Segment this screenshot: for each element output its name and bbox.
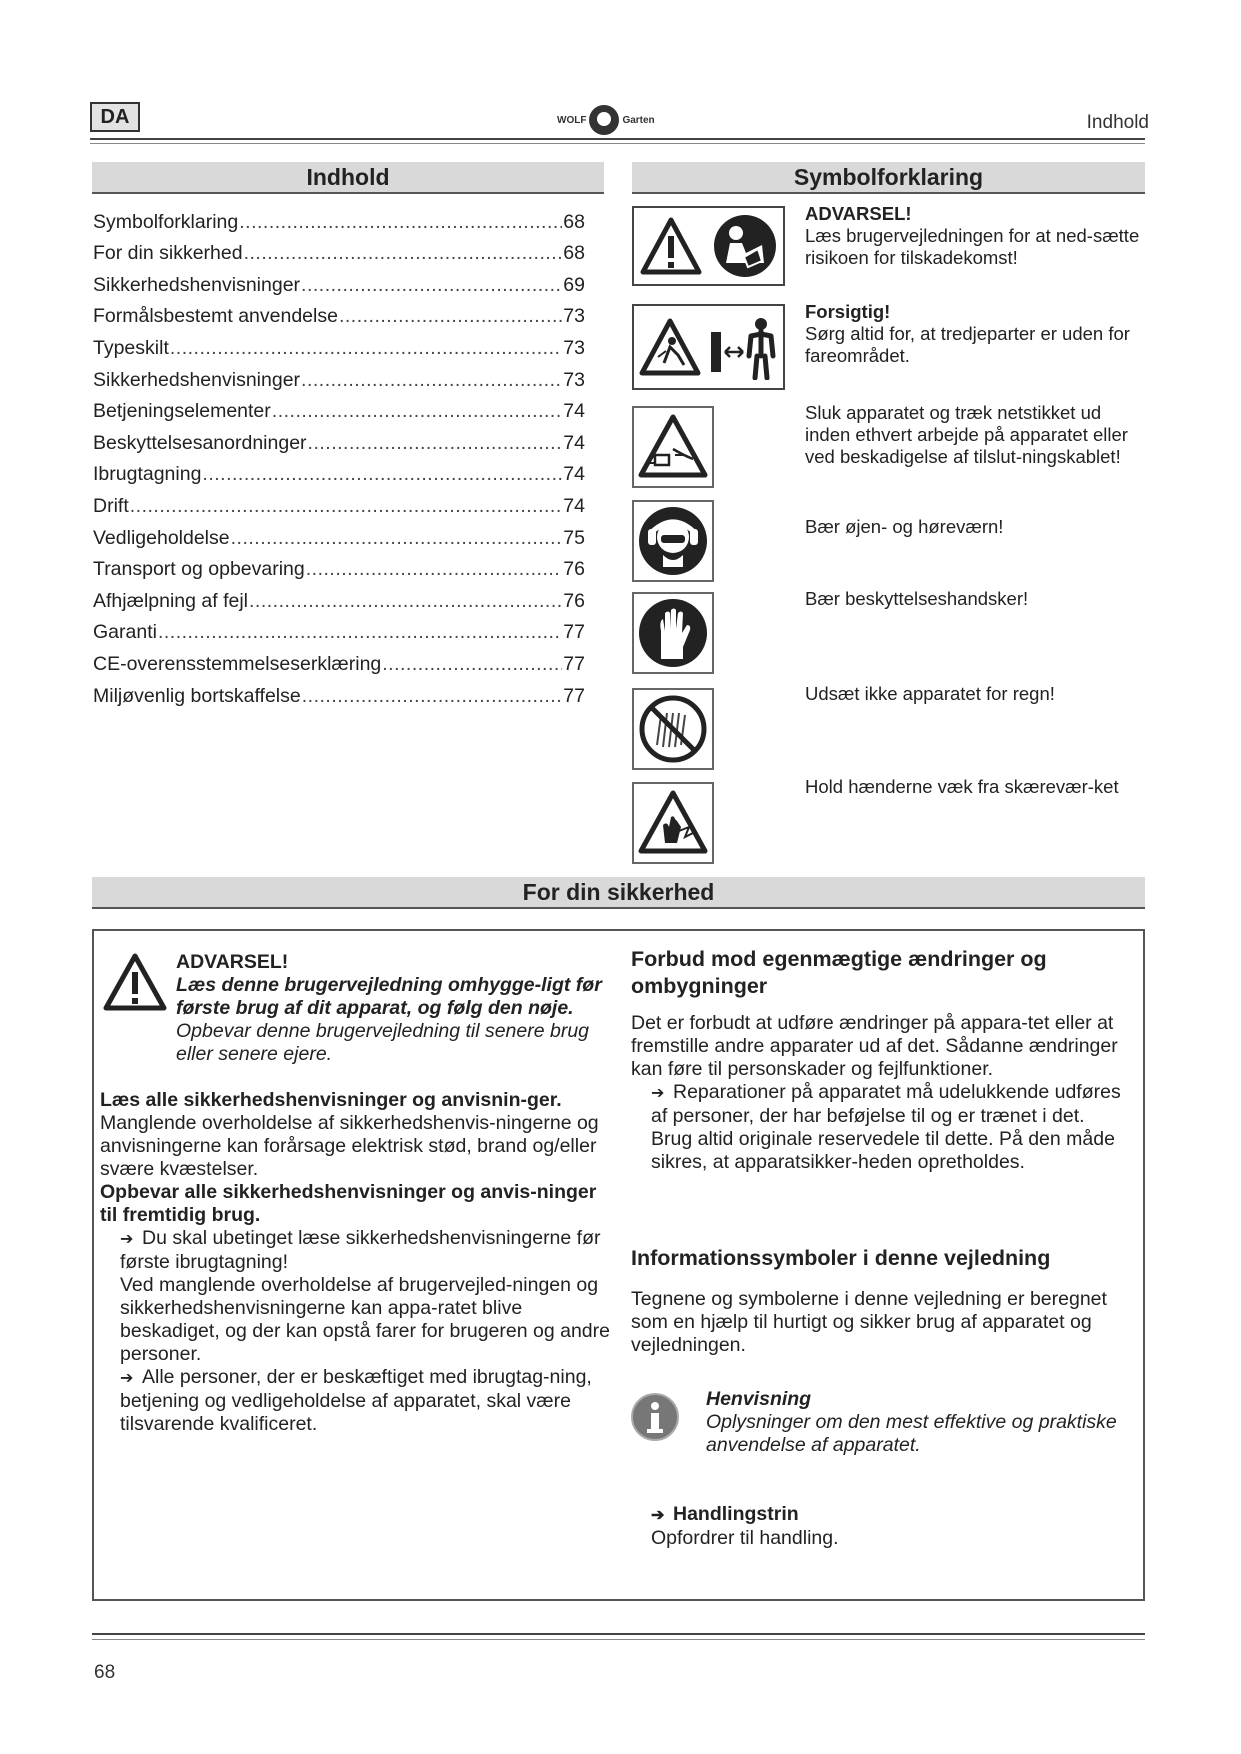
toc-entry [93,581,585,613]
keep-instructions-heading: Opbevar alle sikkerhedshenvisninger og anvis-ninger til fremtidig brug. [100,1181,597,1226]
modifications-bullet: Reparationer på apparatet må udelukkende udføres af personer, der har beføjelse til og er trænet i det. Brug altid originale reservedele til dette. På den måde sikres, at apparatsikker-heden opretholdes. [651,1081,1121,1173]
language-badge: DA [90,102,140,132]
toc-entry-page: 77 [563,684,585,707]
symbol-description: Læs brugervejledningen for at ned-sætte risikoen for tilskadekomst! [805,225,1140,268]
toc-entry-page: 68 [563,210,585,233]
toc-entry-title: CE-overensstemmelseserklæring [93,652,382,675]
toc-leader-dots [306,558,563,581]
toc-entry-title: Beskyttelsesanordninger [93,431,307,454]
toc-entry [93,265,585,297]
symbol-gloves [632,592,714,674]
toc-entry-title: For din sikkerhed [93,242,243,265]
toc-leader-dots [239,211,562,234]
arrow-icon: ➔ [651,1085,665,1102]
symbol-text-1 [805,203,1145,269]
toc-leader-dots [301,369,562,392]
toc-entry-page: 75 [563,526,585,549]
symbol-text-3 [805,402,1145,468]
toc-entry [93,234,585,266]
toc-entry [93,455,585,487]
logo-text-left: WOLF [557,114,587,126]
toc-entry-page: 77 [563,621,585,644]
safety-bullet-1-continuation: Ved manglende overholdelse af brugervejled-ningen og sikkerhedshenvisningerne kan appa-ratet blive beskadiget, og der kan opstå farer for brugeren og andre personer. [120,1274,610,1365]
toc-entry-title: Miljøvenlig bortskaffelse [93,684,301,707]
toc-entry-page: 73 [563,305,585,328]
toc-entry [93,392,585,424]
header-section-title: Indhold [1086,112,1149,133]
safety-instructions [100,1089,610,1436]
toc-leader-dots [244,242,563,265]
logo-emblem-icon [589,105,619,135]
toc-entry [93,486,585,518]
action-step-block [651,1503,1111,1550]
toc-entry-page: 74 [563,400,585,423]
toc-leader-dots [382,653,562,676]
step-text: Opfordrer til handling. [651,1527,839,1549]
toc-entry-page: 74 [563,494,585,517]
symbol-heading: ADVARSEL! [805,203,912,224]
toc-entry [93,676,585,708]
toc-leader-dots [158,621,562,644]
toc-heading: Indhold [92,162,604,194]
toc-entry-title: Afhjælpning af fejl [93,589,249,612]
symbol-text-6 [805,683,1145,705]
toc-entry-page: 74 [563,431,585,454]
info-icon [630,1392,680,1442]
toc-entry [93,644,585,676]
warning-heading: ADVARSEL! [176,951,289,973]
symbol-description: Bær beskyttelseshandsker! [805,588,1029,609]
symbols-heading: Symbolforklaring [632,162,1145,194]
toc-entry-page: 73 [563,336,585,359]
read-manual-icon [712,213,778,279]
toc-entry [93,550,585,582]
toc-leader-dots [170,337,562,360]
toc-entry-page: 69 [563,273,585,296]
toc-entry-page: 76 [563,589,585,612]
flying-debris-warning-icon [638,315,702,379]
modifications-text: Det er forbudt at udføre ændringer på appara-tet eller at fremstille andre apparater ud af det. Sådanne ændringer kan føre til personskader og fejlfunktioner. [631,1012,1118,1080]
toc-leader-dots [130,495,563,518]
toc-entry-title: Ibrugtagning [93,463,202,486]
toc-entry-page: 68 [563,242,585,265]
toc-entry-title: Formålsbestemt anvendelse [93,305,338,328]
toc-entry-page: 76 [563,558,585,581]
arrow-icon: ➔ [120,1370,134,1387]
toc-entry [93,202,585,234]
toc-entry-page: 77 [563,652,585,675]
info-symbols-heading: Informationssymboler i denne vejledning [631,1246,1051,1270]
toc-leader-dots [272,400,563,423]
toc-entry-title: Vedligeholdelse [93,526,230,549]
toc-entry [93,423,585,455]
arrow-icon: ➔ [651,1507,665,1524]
toc-leader-dots [339,305,562,328]
toc-entry-title: Typeskilt [93,336,169,359]
toc-entry [93,297,585,329]
symbol-text-5 [805,588,1145,610]
safety-bullet-1: Du skal ubetinget læse sikkerhedshenvisningerne før første ibrugtagning! [120,1227,601,1273]
symbol-blade-hands [632,782,714,864]
safety-section-heading: For din sikkerhed [92,877,1145,909]
toc-entry [93,518,585,550]
toc-entry-title: Symbolforklaring [93,210,239,233]
table-of-contents [93,202,585,708]
toc-entry-title: Drift [93,494,129,517]
warning-triangle-icon [639,214,703,278]
toc-entry [93,328,585,360]
toc-entry-title: Transport og opbevaring [93,558,305,581]
warning-triangle-icon [102,952,168,1012]
warning-emphasis: Læs denne brugervejledning omhygge-ligt før første brug af dit apparat, og følg den nøje. [176,974,602,1019]
header-divider [90,138,1145,144]
safety-warning-block [176,951,608,1066]
toc-entry-title: Sikkerhedshenvisninger [93,273,301,296]
modifications-section [631,946,1131,1174]
unplug-warning-icon [637,411,709,483]
logo-text-right: Garten [622,114,655,126]
toc-entry-page: 74 [563,463,585,486]
symbol-unplug [632,406,714,488]
symbol-warning-manual [632,206,785,286]
read-all-text: Manglende overholdelse af sikkerhedshenvis-ningerne og anvisningerne kan forårsage elektrisk stød, brand og/eller svære kvæstelser. [100,1112,599,1180]
step-heading: Handlingstrin [673,1503,799,1525]
warning-note: Opbevar denne brugervejledning til senere brug eller senere ejere. [176,1020,590,1065]
footer-divider [92,1633,1145,1640]
symbol-caution-bystanders [632,304,785,390]
symbol-description: Sørg altid for, at tredjeparter er uden for fareområdet. [805,323,1130,366]
symbol-no-rain [632,688,714,770]
keep-distance-icon [709,314,779,380]
note-block [706,1388,1126,1457]
symbol-description: Hold hænderne væk fra skærevær-ket [805,776,1119,797]
modifications-heading: Forbud mod egenmægtige ændringer og ombygninger [631,947,1047,998]
eye-ear-protection-icon [637,505,709,577]
note-text: Oplysninger om den mest effektive og praktiske anvendelse af apparatet. [706,1411,1117,1456]
toc-leader-dots [202,463,562,486]
symbol-text-2 [805,301,1145,367]
symbol-text-4 [805,516,1145,538]
read-all-heading: Læs alle sikkerhedshenvisninger og anvisnin-ger. [100,1089,562,1111]
hand-cutting-warning-icon [637,787,709,859]
toc-entry-title: Sikkerhedshenvisninger [93,368,301,391]
toc-leader-dots [249,590,562,613]
info-symbols-section [631,1245,1131,1357]
symbol-eye-ear-protection [632,500,714,582]
page-number: 68 [94,1662,116,1683]
toc-leader-dots [301,274,562,297]
brand-logo [557,103,655,137]
arrow-icon: ➔ [120,1231,134,1248]
toc-entry [93,613,585,645]
note-heading: Henvisning [706,1388,812,1410]
symbol-description: Udsæt ikke apparatet for regn! [805,683,1055,704]
toc-entry-title: Betjeningselementer [93,400,271,423]
toc-leader-dots [308,432,563,455]
toc-leader-dots [302,685,563,708]
symbol-heading: Forsigtig! [805,301,891,322]
symbol-description: Bær øjen- og høreværn! [805,516,1004,537]
toc-entry [93,360,585,392]
toc-entry-title: Garanti [93,621,157,644]
no-rain-icon [637,693,709,765]
toc-entry-page: 73 [563,368,585,391]
symbol-text-7 [805,776,1145,798]
protective-gloves-icon [637,597,709,669]
info-symbols-text: Tegnene og symbolerne i denne vejledning er beregnet som en hjælp til hurtigt og sikker brug af apparatet og vejledningen. [631,1288,1107,1356]
symbol-description: Sluk apparatet og træk netstikket ud inden ethvert arbejde på apparatet eller ved beskadigelse af tilslut-ningskablet! [805,402,1128,467]
safety-bullet-2: Alle personer, der er beskæftiget med ibrugtag-ning, betjening og vedligeholdelse af apparatet, skal være tilsvarende kvalificeret. [120,1366,592,1435]
toc-leader-dots [231,527,563,550]
